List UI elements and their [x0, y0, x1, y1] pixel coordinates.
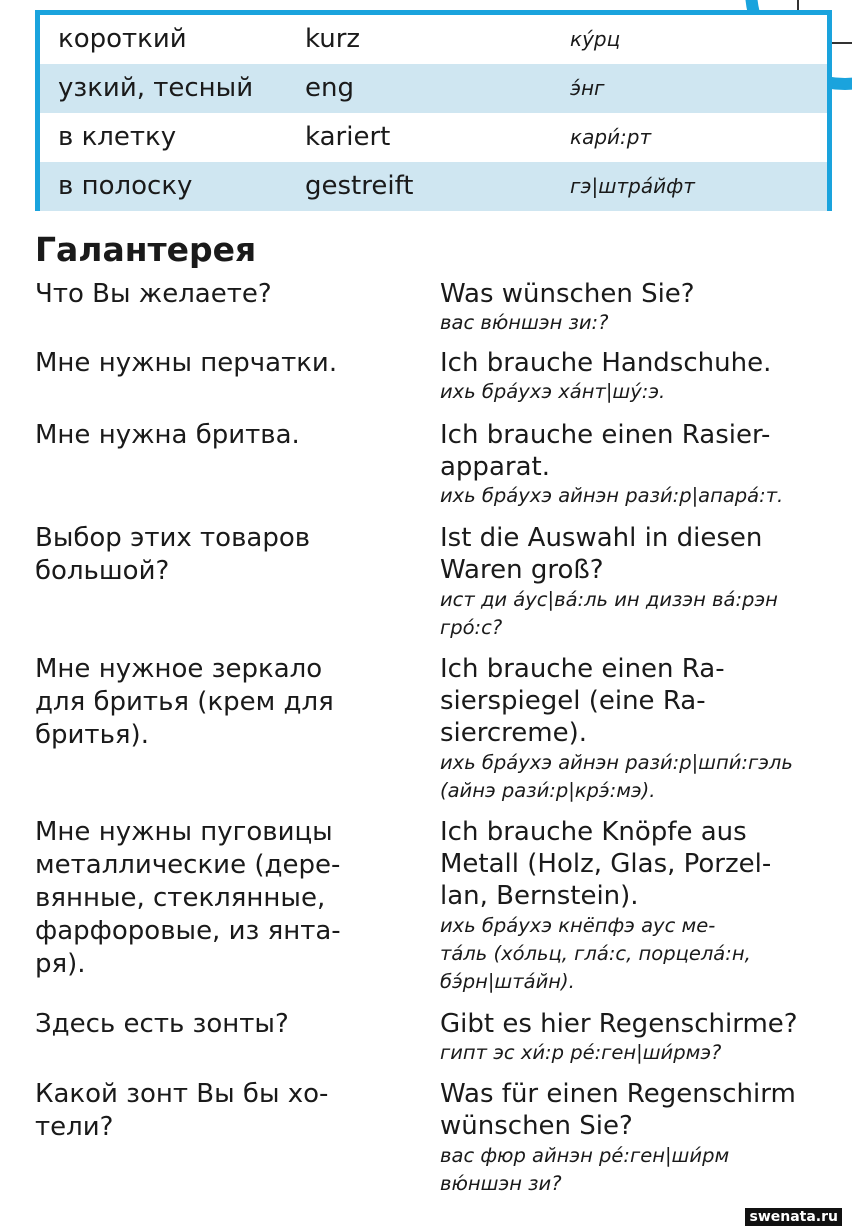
phrase-ru: Мне нужны пуговицы металлические (дере- вянные, стеклянные, фарфоровые, из янта- ря). — [35, 817, 341, 979]
phrase-translit: ихь бра́ухэ ха́нт|шу́:э. — [440, 380, 666, 403]
watermark: swenata.ru — [745, 1208, 842, 1226]
phrase-de: Ich brauche einen Rasier- apparat. — [440, 420, 771, 482]
phrase-ru: Мне нужны перчатки. — [35, 348, 338, 378]
phrase-de: Ist die Auswahl in diesen Waren groß? — [440, 523, 763, 585]
phrase-ru: Что Вы желаете? — [35, 279, 272, 309]
vocab-de: eng — [305, 73, 354, 103]
phrase-ru: Мне нужна бритва. — [35, 420, 300, 450]
phrase-de: Ich brauche einen Ra- sierspiegel (eine Ra- siercreme). — [440, 654, 725, 748]
vocab-ru: в клетку — [58, 122, 177, 152]
phrase-de: Ich brauche Knöpfe aus Metall (Holz, Glas, Porzel- lan, Bernstein). — [440, 817, 772, 911]
section-title: Галантерея — [35, 230, 257, 269]
phrase-translit: ист ди а́ус|ва́:ль ин дизэн ва́:рэн гро́:с? — [440, 588, 778, 639]
phrase-translit: вас фюр айнэн рé:ген|ши́рм вю́ншэн зи? — [440, 1144, 730, 1195]
vocab-translit: ку́рц — [570, 27, 621, 51]
phrase-de: Ich brauche Handschuhe. — [440, 348, 772, 378]
phrase-ru: Мне нужное зеркало для бритья (крем для бритья). — [35, 654, 334, 750]
vocab-ru: короткий — [58, 24, 187, 54]
phrase-de: Gibt es hier Regenschirme? — [440, 1009, 798, 1039]
phrase-de: Was für einen Regenschirm wünschen Sie? — [440, 1079, 796, 1141]
phrase-ru: Какой зонт Вы бы хо- тели? — [35, 1079, 329, 1142]
phrase-ru: Здесь есть зонты? — [35, 1009, 289, 1039]
vocab-row — [40, 15, 827, 64]
vocab-row — [40, 64, 827, 113]
vocab-de: gestreift — [305, 171, 414, 201]
phrase-ru: Выбор этих товаров большой? — [35, 523, 311, 586]
vocab-de: kurz — [305, 24, 361, 54]
vocab-de: kariert — [305, 122, 391, 152]
vocab-translit: кари́:рт — [570, 125, 652, 149]
vocab-translit: э́нг — [570, 76, 605, 100]
phrase-translit: ихь бра́ухэ айнэн рази́:р|апара́:т. — [440, 484, 784, 507]
vocab-row — [40, 113, 827, 162]
phrase-translit: гипт эс хи́:р рé:ген|ши́рмэ? — [440, 1041, 722, 1064]
vocab-ru: узкий, тесный — [58, 73, 254, 103]
phrase-translit: ихь бра́ухэ айнэн рази́:р|шпи́:гэль (айнэ рази́:р|крэ́:мэ). — [440, 751, 793, 802]
phrase-translit: ихь бра́ухэ кнёпфэ аус ме- та́ль (хо́льц, гла́:с, порцела́:н, бэ́рн|шта́йн). — [440, 914, 751, 993]
vocab-row — [40, 162, 827, 211]
phrase-translit: вас вю́ншэн зи:? — [440, 311, 609, 334]
vocab-ru: в полоску — [58, 171, 193, 201]
vocab-translit: гэ|штра́йфт — [570, 174, 695, 198]
vocab-table — [35, 10, 832, 211]
phrase-de: Was wünschen Sie? — [440, 279, 695, 309]
